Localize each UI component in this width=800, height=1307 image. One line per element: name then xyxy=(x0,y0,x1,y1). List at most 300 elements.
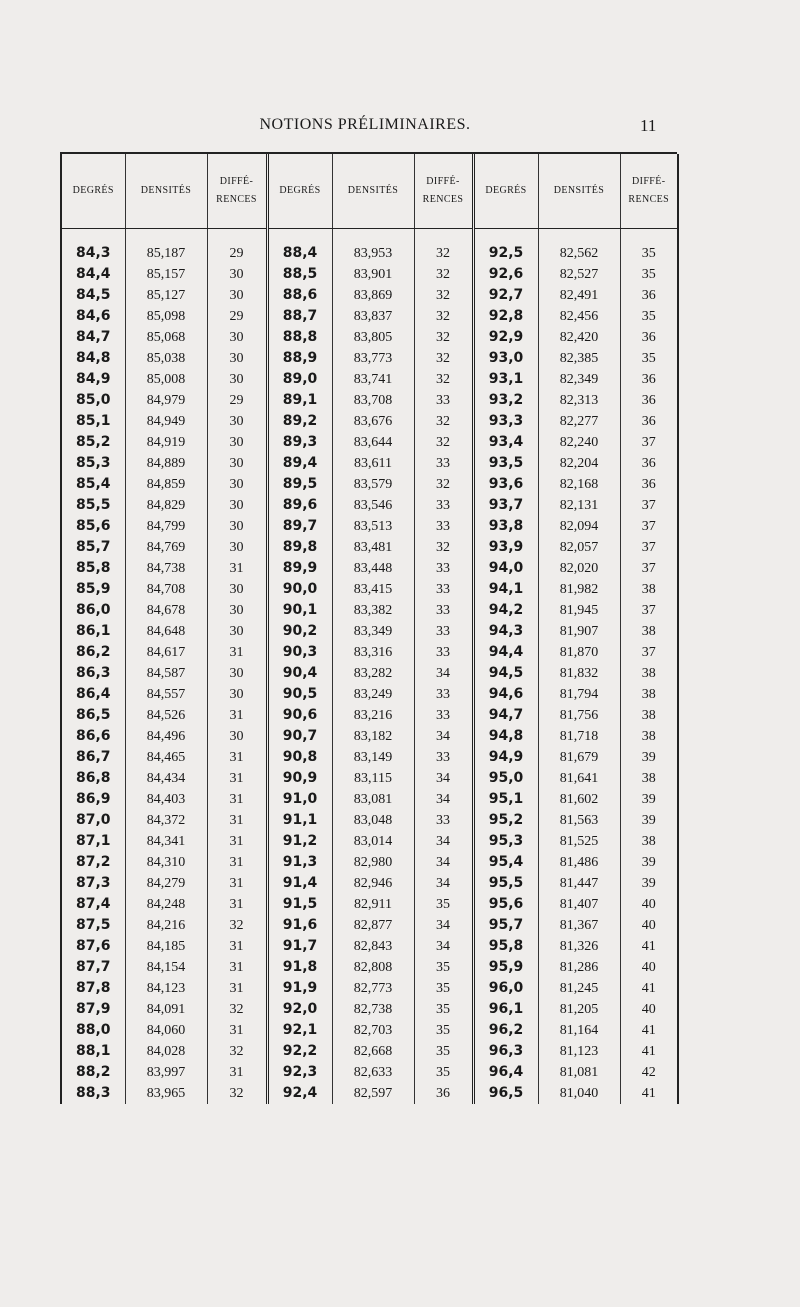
cell-difference: 30 xyxy=(207,663,267,684)
cell-difference: 33 xyxy=(414,495,473,516)
col-header-densites: DENSITÉS xyxy=(538,154,620,229)
running-title: NOTIONS PRÉLIMINAIRES. xyxy=(259,116,471,133)
cell-difference: 38 xyxy=(620,621,678,642)
cell-densite: 81,447 xyxy=(538,873,620,894)
cell-degres: 95,6 xyxy=(473,894,538,915)
cell-densite: 83,182 xyxy=(332,726,414,747)
cell-difference: 31 xyxy=(207,558,267,579)
cell-densite: 83,382 xyxy=(332,600,414,621)
table-row xyxy=(61,1020,678,1041)
table-row xyxy=(61,537,678,558)
cell-densite: 83,773 xyxy=(332,348,414,369)
cell-difference: 36 xyxy=(620,369,678,390)
cell-densite: 84,617 xyxy=(125,642,207,663)
cell-densite: 81,286 xyxy=(538,957,620,978)
cell-densite: 82,911 xyxy=(332,894,414,915)
cell-difference: 40 xyxy=(620,894,678,915)
col-header-degres: DEGRÉS xyxy=(473,154,538,229)
cell-densite: 84,060 xyxy=(125,1020,207,1041)
table-row xyxy=(61,229,678,265)
cell-degres: 89,0 xyxy=(267,369,332,390)
cell-densite: 82,843 xyxy=(332,936,414,957)
cell-densite: 82,168 xyxy=(538,474,620,495)
table-row xyxy=(61,936,678,957)
cell-degres: 90,5 xyxy=(267,684,332,705)
cell-degres: 95,5 xyxy=(473,873,538,894)
cell-degres: 88,4 xyxy=(267,229,332,265)
cell-degres: 93,2 xyxy=(473,390,538,411)
cell-difference: 35 xyxy=(620,264,678,285)
cell-degres: 94,6 xyxy=(473,684,538,705)
cell-densite: 83,448 xyxy=(332,558,414,579)
cell-difference: 38 xyxy=(620,831,678,852)
cell-difference: 37 xyxy=(620,495,678,516)
cell-difference: 33 xyxy=(414,579,473,600)
cell-difference: 34 xyxy=(414,915,473,936)
cell-degres: 90,2 xyxy=(267,621,332,642)
cell-densite: 83,708 xyxy=(332,390,414,411)
col-header-differences: DIFFÉ- RENCES xyxy=(414,154,473,229)
cell-densite: 85,038 xyxy=(125,348,207,369)
cell-degres: 87,7 xyxy=(61,957,125,978)
cell-degres: 93,8 xyxy=(473,516,538,537)
cell-difference: 34 xyxy=(414,726,473,747)
table-header xyxy=(61,154,678,229)
cell-densite: 83,081 xyxy=(332,789,414,810)
cell-densite: 81,832 xyxy=(538,663,620,684)
cell-densite: 84,799 xyxy=(125,516,207,537)
cell-densite: 81,486 xyxy=(538,852,620,873)
cell-degres: 84,7 xyxy=(61,327,125,348)
cell-degres: 88,1 xyxy=(61,1041,125,1062)
table-row xyxy=(61,1041,678,1062)
cell-degres: 85,9 xyxy=(61,579,125,600)
cell-densite: 83,676 xyxy=(332,411,414,432)
table-row xyxy=(61,768,678,789)
cell-degres: 88,0 xyxy=(61,1020,125,1041)
density-table-container xyxy=(60,152,677,1132)
cell-degres: 86,9 xyxy=(61,789,125,810)
cell-degres: 87,9 xyxy=(61,999,125,1020)
table-row xyxy=(61,306,678,327)
cell-densite: 84,279 xyxy=(125,873,207,894)
cell-difference: 33 xyxy=(414,684,473,705)
cell-densite: 84,979 xyxy=(125,390,207,411)
cell-densite: 83,869 xyxy=(332,285,414,306)
cell-degres: 94,1 xyxy=(473,579,538,600)
table-row xyxy=(61,621,678,642)
cell-difference: 32 xyxy=(414,537,473,558)
table-row xyxy=(61,327,678,348)
cell-degres: 96,2 xyxy=(473,1020,538,1041)
cell-degres: 96,1 xyxy=(473,999,538,1020)
cell-difference: 40 xyxy=(620,957,678,978)
cell-difference: 33 xyxy=(414,558,473,579)
cell-degres: 84,5 xyxy=(61,285,125,306)
cell-densite: 81,907 xyxy=(538,621,620,642)
cell-densite: 82,094 xyxy=(538,516,620,537)
cell-densite: 84,678 xyxy=(125,600,207,621)
cell-densite: 85,127 xyxy=(125,285,207,306)
cell-difference: 30 xyxy=(207,726,267,747)
cell-degres: 88,8 xyxy=(267,327,332,348)
cell-densite: 82,204 xyxy=(538,453,620,474)
cell-densite: 83,149 xyxy=(332,747,414,768)
cell-difference: 41 xyxy=(620,978,678,999)
table-row xyxy=(61,264,678,285)
cell-degres: 85,1 xyxy=(61,411,125,432)
cell-difference: 35 xyxy=(414,1062,473,1083)
cell-difference: 30 xyxy=(207,327,267,348)
cell-difference: 37 xyxy=(620,537,678,558)
cell-densite: 83,644 xyxy=(332,432,414,453)
cell-degres: 84,6 xyxy=(61,306,125,327)
cell-densite: 83,579 xyxy=(332,474,414,495)
table-row xyxy=(61,789,678,810)
cell-densite: 84,526 xyxy=(125,705,207,726)
cell-difference: 37 xyxy=(620,642,678,663)
cell-densite: 83,415 xyxy=(332,579,414,600)
cell-difference: 34 xyxy=(414,768,473,789)
cell-degres: 86,5 xyxy=(61,705,125,726)
cell-degres: 95,0 xyxy=(473,768,538,789)
table-row xyxy=(61,978,678,999)
cell-densite: 81,563 xyxy=(538,810,620,831)
cell-degres: 93,6 xyxy=(473,474,538,495)
cell-densite: 83,953 xyxy=(332,229,414,265)
cell-difference: 36 xyxy=(620,390,678,411)
cell-difference: 35 xyxy=(620,348,678,369)
cell-difference: 32 xyxy=(414,306,473,327)
cell-difference: 30 xyxy=(207,516,267,537)
cell-degres: 92,5 xyxy=(473,229,538,265)
cell-densite: 81,602 xyxy=(538,789,620,810)
cell-densite: 84,154 xyxy=(125,957,207,978)
cell-degres: 91,5 xyxy=(267,894,332,915)
cell-difference: 34 xyxy=(414,936,473,957)
cell-difference: 31 xyxy=(207,831,267,852)
cell-degres: 85,0 xyxy=(61,390,125,411)
cell-degres: 84,4 xyxy=(61,264,125,285)
cell-degres: 89,4 xyxy=(267,453,332,474)
cell-degres: 89,8 xyxy=(267,537,332,558)
cell-densite: 83,546 xyxy=(332,495,414,516)
cell-densite: 83,216 xyxy=(332,705,414,726)
cell-degres: 92,7 xyxy=(473,285,538,306)
cell-difference: 38 xyxy=(620,726,678,747)
cell-degres: 95,8 xyxy=(473,936,538,957)
cell-densite: 84,434 xyxy=(125,768,207,789)
cell-degres: 86,7 xyxy=(61,747,125,768)
cell-degres: 94,0 xyxy=(473,558,538,579)
cell-difference: 41 xyxy=(620,1020,678,1041)
table-row xyxy=(61,1083,678,1104)
cell-degres: 89,6 xyxy=(267,495,332,516)
cell-difference: 31 xyxy=(207,894,267,915)
cell-degres: 93,5 xyxy=(473,453,538,474)
table-body xyxy=(61,229,678,1105)
cell-degres: 92,3 xyxy=(267,1062,332,1083)
cell-degres: 87,6 xyxy=(61,936,125,957)
cell-difference: 36 xyxy=(620,453,678,474)
cell-difference: 30 xyxy=(207,495,267,516)
cell-degres: 95,1 xyxy=(473,789,538,810)
table-row xyxy=(61,726,678,747)
cell-densite: 81,718 xyxy=(538,726,620,747)
cell-difference: 41 xyxy=(620,1083,678,1104)
cell-degres: 86,8 xyxy=(61,768,125,789)
cell-difference: 30 xyxy=(207,621,267,642)
cell-difference: 31 xyxy=(207,705,267,726)
cell-densite: 84,708 xyxy=(125,579,207,600)
cell-degres: 90,4 xyxy=(267,663,332,684)
table-row xyxy=(61,453,678,474)
cell-densite: 82,773 xyxy=(332,978,414,999)
cell-degres: 89,7 xyxy=(267,516,332,537)
cell-difference: 32 xyxy=(414,264,473,285)
cell-difference: 35 xyxy=(414,957,473,978)
cell-difference: 37 xyxy=(620,600,678,621)
cell-degres: 89,3 xyxy=(267,432,332,453)
table-row xyxy=(61,852,678,873)
cell-degres: 91,9 xyxy=(267,978,332,999)
table-row xyxy=(61,390,678,411)
cell-densite: 82,420 xyxy=(538,327,620,348)
cell-difference: 38 xyxy=(620,579,678,600)
table-row xyxy=(61,348,678,369)
cell-densite: 84,403 xyxy=(125,789,207,810)
cell-degres: 90,1 xyxy=(267,600,332,621)
cell-degres: 96,4 xyxy=(473,1062,538,1083)
table-row xyxy=(61,873,678,894)
cell-densite: 84,216 xyxy=(125,915,207,936)
cell-difference: 32 xyxy=(207,1041,267,1062)
cell-degres: 90,0 xyxy=(267,579,332,600)
cell-densite: 84,919 xyxy=(125,432,207,453)
cell-densite: 84,123 xyxy=(125,978,207,999)
cell-degres: 92,6 xyxy=(473,264,538,285)
cell-degres: 85,6 xyxy=(61,516,125,537)
density-table xyxy=(60,154,679,1104)
cell-degres: 92,0 xyxy=(267,999,332,1020)
cell-degres: 85,4 xyxy=(61,474,125,495)
cell-degres: 84,9 xyxy=(61,369,125,390)
table-row xyxy=(61,495,678,516)
cell-densite: 83,611 xyxy=(332,453,414,474)
cell-degres: 91,6 xyxy=(267,915,332,936)
cell-densite: 83,316 xyxy=(332,642,414,663)
cell-difference: 29 xyxy=(207,229,267,265)
col-header-differences: DIFFÉ- RENCES xyxy=(207,154,267,229)
cell-degres: 86,1 xyxy=(61,621,125,642)
cell-difference: 41 xyxy=(620,1041,678,1062)
table-row xyxy=(61,663,678,684)
cell-degres: 87,4 xyxy=(61,894,125,915)
cell-difference: 35 xyxy=(620,229,678,265)
cell-degres: 92,2 xyxy=(267,1041,332,1062)
cell-difference: 33 xyxy=(414,516,473,537)
cell-degres: 87,2 xyxy=(61,852,125,873)
cell-densite: 81,641 xyxy=(538,768,620,789)
cell-difference: 33 xyxy=(414,642,473,663)
cell-degres: 88,2 xyxy=(61,1062,125,1083)
cell-degres: 91,4 xyxy=(267,873,332,894)
cell-degres: 89,2 xyxy=(267,411,332,432)
table-row xyxy=(61,600,678,621)
cell-degres: 92,4 xyxy=(267,1083,332,1104)
cell-difference: 36 xyxy=(620,327,678,348)
cell-difference: 32 xyxy=(414,285,473,306)
cell-difference: 32 xyxy=(414,474,473,495)
table-row xyxy=(61,579,678,600)
cell-densite: 82,877 xyxy=(332,915,414,936)
cell-difference: 31 xyxy=(207,747,267,768)
cell-difference: 30 xyxy=(207,474,267,495)
cell-degres: 93,7 xyxy=(473,495,538,516)
col-header-densites: DENSITÉS xyxy=(125,154,207,229)
table-row xyxy=(61,915,678,936)
cell-difference: 34 xyxy=(414,789,473,810)
cell-densite: 81,205 xyxy=(538,999,620,1020)
cell-difference: 37 xyxy=(620,516,678,537)
cell-degres: 95,3 xyxy=(473,831,538,852)
cell-densite: 81,164 xyxy=(538,1020,620,1041)
cell-degres: 88,7 xyxy=(267,306,332,327)
cell-densite: 83,741 xyxy=(332,369,414,390)
cell-difference: 35 xyxy=(620,306,678,327)
cell-densite: 82,668 xyxy=(332,1041,414,1062)
cell-difference: 35 xyxy=(414,1020,473,1041)
cell-difference: 41 xyxy=(620,936,678,957)
cell-densite: 84,310 xyxy=(125,852,207,873)
cell-degres: 96,3 xyxy=(473,1041,538,1062)
cell-densite: 83,997 xyxy=(125,1062,207,1083)
cell-degres: 88,5 xyxy=(267,264,332,285)
cell-degres: 85,3 xyxy=(61,453,125,474)
cell-difference: 31 xyxy=(207,810,267,831)
cell-densite: 83,965 xyxy=(125,1083,207,1104)
cell-densite: 81,794 xyxy=(538,684,620,705)
cell-degres: 92,8 xyxy=(473,306,538,327)
col-header-degres: DEGRÉS xyxy=(267,154,332,229)
cell-degres: 92,9 xyxy=(473,327,538,348)
cell-densite: 81,123 xyxy=(538,1041,620,1062)
cell-difference: 31 xyxy=(207,642,267,663)
cell-degres: 86,6 xyxy=(61,726,125,747)
cell-degres: 87,3 xyxy=(61,873,125,894)
cell-degres: 90,9 xyxy=(267,768,332,789)
cell-difference: 35 xyxy=(414,1041,473,1062)
cell-difference: 32 xyxy=(414,348,473,369)
cell-difference: 38 xyxy=(620,705,678,726)
col-header-degres: DEGRÉS xyxy=(61,154,125,229)
page-number: 11 xyxy=(640,116,657,135)
cell-densite: 82,240 xyxy=(538,432,620,453)
cell-degres: 95,4 xyxy=(473,852,538,873)
cell-degres: 87,5 xyxy=(61,915,125,936)
cell-densite: 84,341 xyxy=(125,831,207,852)
cell-degres: 89,9 xyxy=(267,558,332,579)
table-row xyxy=(61,558,678,579)
cell-densite: 82,808 xyxy=(332,957,414,978)
cell-degres: 94,2 xyxy=(473,600,538,621)
table-row xyxy=(61,474,678,495)
cell-densite: 83,282 xyxy=(332,663,414,684)
cell-difference: 30 xyxy=(207,579,267,600)
cell-difference: 30 xyxy=(207,684,267,705)
cell-densite: 82,946 xyxy=(332,873,414,894)
cell-difference: 34 xyxy=(414,873,473,894)
cell-densite: 82,738 xyxy=(332,999,414,1020)
cell-densite: 84,587 xyxy=(125,663,207,684)
cell-difference: 31 xyxy=(207,1062,267,1083)
cell-difference: 29 xyxy=(207,390,267,411)
cell-difference: 31 xyxy=(207,1020,267,1041)
cell-difference: 39 xyxy=(620,810,678,831)
cell-degres: 91,8 xyxy=(267,957,332,978)
cell-degres: 91,7 xyxy=(267,936,332,957)
cell-degres: 90,8 xyxy=(267,747,332,768)
table-row xyxy=(61,684,678,705)
cell-degres: 85,8 xyxy=(61,558,125,579)
cell-densite: 82,313 xyxy=(538,390,620,411)
cell-densite: 81,982 xyxy=(538,579,620,600)
cell-difference: 36 xyxy=(620,285,678,306)
table-row xyxy=(61,957,678,978)
cell-densite: 84,465 xyxy=(125,747,207,768)
table-row xyxy=(61,411,678,432)
cell-difference: 30 xyxy=(207,432,267,453)
cell-densite: 84,372 xyxy=(125,810,207,831)
cell-densite: 84,769 xyxy=(125,537,207,558)
cell-densite: 83,481 xyxy=(332,537,414,558)
cell-difference: 39 xyxy=(620,852,678,873)
table-row xyxy=(61,747,678,768)
cell-difference: 30 xyxy=(207,453,267,474)
cell-difference: 37 xyxy=(620,558,678,579)
table-row xyxy=(61,369,678,390)
cell-densite: 83,014 xyxy=(332,831,414,852)
cell-degres: 94,8 xyxy=(473,726,538,747)
cell-difference: 33 xyxy=(414,621,473,642)
cell-densite: 81,945 xyxy=(538,600,620,621)
cell-densite: 83,115 xyxy=(332,768,414,789)
cell-densite: 82,385 xyxy=(538,348,620,369)
cell-difference: 42 xyxy=(620,1062,678,1083)
cell-degres: 90,3 xyxy=(267,642,332,663)
cell-densite: 81,525 xyxy=(538,831,620,852)
cell-degres: 85,7 xyxy=(61,537,125,558)
cell-densite: 83,513 xyxy=(332,516,414,537)
cell-densite: 82,277 xyxy=(538,411,620,432)
cell-difference: 36 xyxy=(414,1083,473,1104)
cell-difference: 31 xyxy=(207,768,267,789)
cell-degres: 85,2 xyxy=(61,432,125,453)
cell-degres: 93,1 xyxy=(473,369,538,390)
table-row xyxy=(61,894,678,915)
cell-difference: 34 xyxy=(414,663,473,684)
table-row xyxy=(61,999,678,1020)
cell-degres: 94,5 xyxy=(473,663,538,684)
cell-degres: 88,9 xyxy=(267,348,332,369)
cell-difference: 31 xyxy=(207,789,267,810)
col-header-densites: DENSITÉS xyxy=(332,154,414,229)
table-row xyxy=(61,516,678,537)
cell-difference: 33 xyxy=(414,747,473,768)
cell-densite: 82,527 xyxy=(538,264,620,285)
cell-densite: 82,131 xyxy=(538,495,620,516)
cell-degres: 91,3 xyxy=(267,852,332,873)
